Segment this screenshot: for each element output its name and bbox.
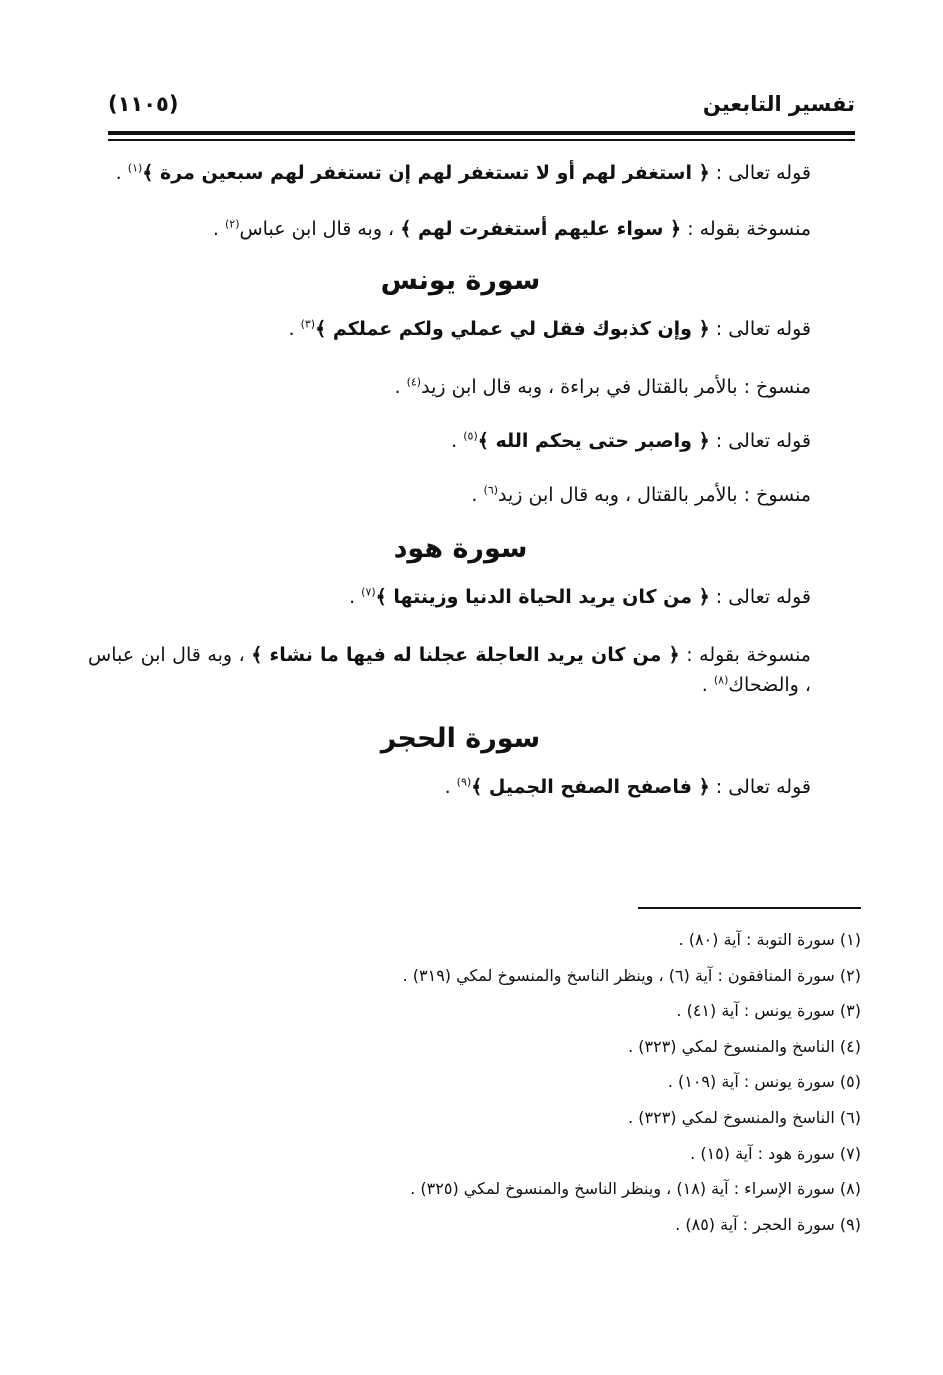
abrogation-text: منسوخ : بالأمر بالقتال ، وبه قال ابن زيد xyxy=(498,484,811,506)
footnote-item: (٧) سورة هود : آية (١٥) . xyxy=(690,1143,861,1163)
header-rule-thick xyxy=(108,131,855,135)
running-header xyxy=(108,92,855,122)
surah-heading-yunus: سورة يونس xyxy=(380,265,541,296)
footnote-ref: (٣) xyxy=(300,317,316,331)
surah-heading-hijr: سورة الحجر xyxy=(380,723,541,754)
footnote-item: (٣) سورة يونس : آية (٤١) . xyxy=(676,1001,861,1021)
line-end: . xyxy=(394,376,407,398)
quran-verse: ﴿ من كان يريد الحياة الدنيا وزينتها ﴾ xyxy=(375,586,710,608)
main-text xyxy=(88,158,811,802)
line-end: . xyxy=(115,162,128,184)
footnotes xyxy=(330,922,861,1242)
footnote-item: (٥) سورة يونس : آية (١٠٩) . xyxy=(667,1072,861,1092)
quran-verse: ﴿ فاصفح الصفح الجميل ﴾ xyxy=(471,776,710,798)
text-line xyxy=(110,480,811,510)
intro-text: منسوخة بقوله : xyxy=(679,644,811,666)
footnote-item: (٢) سورة المنافقون : آية (٦) ، وينظر الناسخ والمنسوخ لمكي (٣١٩) . xyxy=(402,965,861,985)
text-paragraph xyxy=(88,640,811,700)
footnote-item: (٩) سورة الحجر : آية (٨٥) . xyxy=(675,1214,861,1234)
attribution-text: ، وبه قال ابن عباس xyxy=(239,218,401,240)
line-end: . xyxy=(701,674,714,696)
text-line xyxy=(110,772,811,802)
text-line xyxy=(110,158,811,188)
line-end: . xyxy=(349,586,362,608)
footnote-item: (٤) الناسخ والمنسوخ لمكي (٣٢٣) . xyxy=(628,1036,861,1056)
header-rule-thin xyxy=(108,139,855,141)
quran-verse: ﴿ وإن كذبوك فقل لي عملي ولكم عملكم ﴾ xyxy=(315,318,710,340)
intro-text: قوله تعالى : xyxy=(709,586,811,608)
footnote-ref: (٦) xyxy=(483,483,499,497)
attribution-text: ، وبه قال ابن عباس ، والضحاك xyxy=(88,644,811,696)
quran-verse: ﴿ من كان يريد العاجلة عجلنا له فيها ما نشاء ﴾ xyxy=(251,644,680,666)
text-line xyxy=(110,426,811,456)
line-end: . xyxy=(288,318,301,340)
page-number: (١١٠٥) xyxy=(108,92,179,116)
line-end: . xyxy=(212,218,225,240)
line-end: . xyxy=(471,484,484,506)
abrogation-text: منسوخ : بالأمر بالقتال في براءة ، وبه قال ابن زيد xyxy=(421,376,811,398)
book-title: تفسير التابعين xyxy=(702,92,855,116)
intro-text: قوله تعالى : xyxy=(709,162,811,184)
text-line xyxy=(110,214,811,244)
intro-text: قوله تعالى : xyxy=(709,776,811,798)
footnote-ref: (٨) xyxy=(713,673,729,687)
text-line xyxy=(110,372,811,402)
line-end: . xyxy=(451,430,464,452)
intro-text: قوله تعالى : xyxy=(709,318,811,340)
footnote-item: (٨) سورة الإسراء : آية (١٨) ، وينظر الناسخ والمنسوخ لمكي (٣٢٥) . xyxy=(410,1179,861,1199)
quran-verse: ﴿ استغفر لهم أو لا تستغفر لهم إن تستغفر لهم سبعين مرة ﴾ xyxy=(142,162,710,184)
text-line xyxy=(110,314,811,344)
text-line xyxy=(110,582,811,612)
surah-heading-hud: سورة هود xyxy=(393,533,528,564)
footnote-ref: (١) xyxy=(127,161,143,175)
intro-text: قوله تعالى : xyxy=(709,430,811,452)
footnote-ref: (٩) xyxy=(456,775,472,789)
footnote-separator xyxy=(638,907,861,909)
footnote-item: (٦) الناسخ والمنسوخ لمكي (٣٢٣) . xyxy=(628,1107,861,1127)
footnote-ref: (٥) xyxy=(463,429,478,443)
footnote-ref: (٧) xyxy=(361,585,376,599)
footnote-ref: (٢) xyxy=(224,217,240,231)
footnote-ref: (٤) xyxy=(406,375,422,389)
quran-verse: ﴿ سواء عليهم أستغفرت لهم ﴾ xyxy=(400,218,682,240)
intro-text: منسوخة بقوله : xyxy=(681,218,811,240)
quran-verse: ﴿ واصبر حتى يحكم الله ﴾ xyxy=(477,430,710,452)
line-end: . xyxy=(444,776,457,798)
footnote-item: (١) سورة التوبة : آية (٨٠) . xyxy=(678,930,861,949)
